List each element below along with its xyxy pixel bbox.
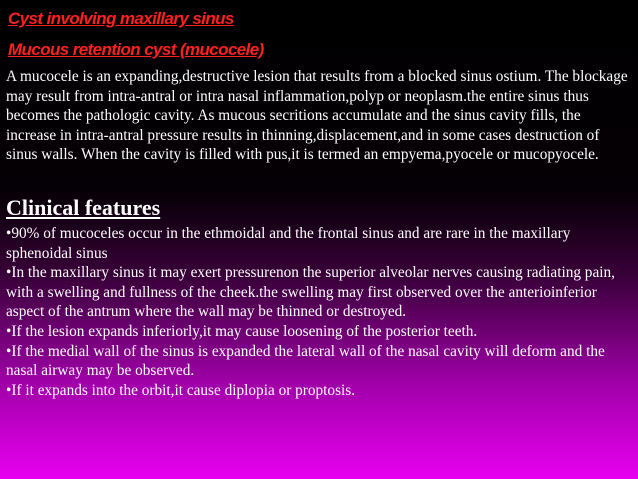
bullet-item: •If the lesion expands inferiorly,it may cause loosening of the posterior teeth. — [6, 322, 478, 340]
slide-subtitle: Mucous retention cyst (mucocele) — [8, 40, 264, 59]
bullet-item: •If the medial wall of the sinus is expanded the lateral wall of the nasal cavity will deform and the nasal airway may be observed. — [6, 342, 605, 380]
intro-paragraph: A mucocele is an expanding,destructive lesion that results from a blocked sinus ostium. The blockage may result from intra-antral or intra nasal inflammation,polyp or neoplasm.the entire sinus thus becomes the pathologic cavity. As mucous secritions accumulate and the sinus cavity fills, the increase in intra-antral pressure results in thinning,displacement,and in some cases destruction of sinus walls. When the cavity is filled with pus,it is termed an empyema,pyocele or mucopyocele. — [6, 68, 628, 164]
bullet-item: •If it expands into the orbit,it cause diplopia or proptosis. — [6, 381, 356, 399]
section-heading: Clinical features — [6, 195, 161, 220]
slide-title: Cyst involving maxillary sinus — [8, 9, 234, 28]
bullet-list — [6, 224, 634, 400]
bullet-item: •In the maxillary sinus it may exert pressurenon the superior alveolar nerves causing radiating pain, with a swelling and fullness of the cheek.the swelling may first observed over the anterioinferior aspect of the antrum where the wall may be thinned or destroyed. — [6, 264, 615, 321]
bullet-item: •90% of mucoceles occur in the ethmoidal and the frontal sinus and are rare in the maxillary sphenoidal sinus — [6, 225, 571, 262]
